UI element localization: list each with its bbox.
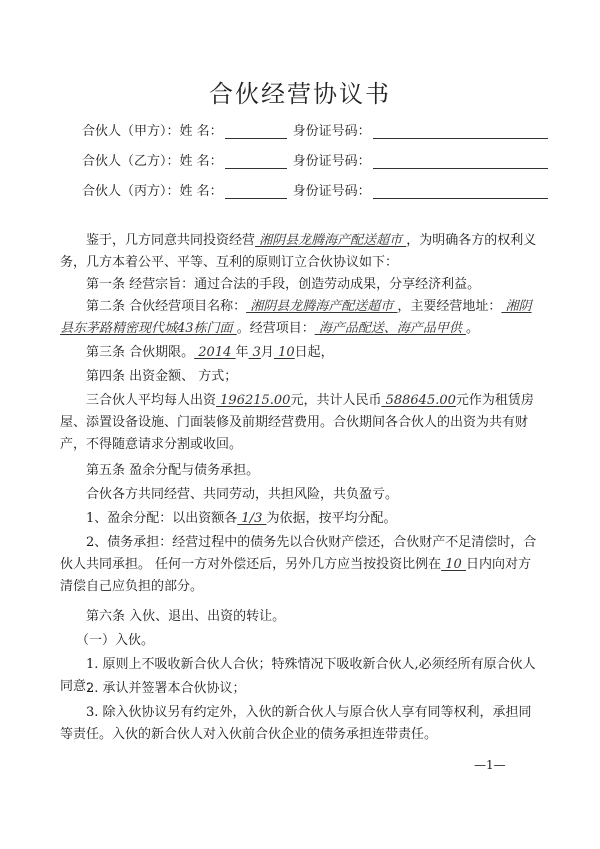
party-a-row xyxy=(82,120,548,140)
party-c-row xyxy=(82,180,548,200)
party-a-id-field[interactable] xyxy=(373,124,548,139)
party-c-id-field[interactable] xyxy=(373,184,548,199)
profit-share-text-2: 为依据，按平均分配。 xyxy=(266,511,397,526)
party-b-id-label: 身份证号码： xyxy=(292,154,371,169)
article-4-body xyxy=(60,390,540,456)
article-3 xyxy=(60,342,540,364)
article-2-text-2: ，主要经营地址： xyxy=(397,299,502,314)
business-name-fill: 湘阴县龙腾海产配送超市 xyxy=(255,233,407,248)
debt-text-1: 2、债务承担：经营过程中的债务先以合伙财产偿还，合伙财产不足清偿时，合伙人共同承担。 任何一方对外偿还后，另外几方应当按投资比例在 xyxy=(60,535,537,572)
total-amount-fill: 588645.00 xyxy=(381,393,456,408)
page-number: —1— xyxy=(474,758,506,772)
address-fill: 湘阴县东茅路精密现代城43栋门面 xyxy=(60,299,532,336)
party-a-label: 合伙人（甲方）：姓 名： xyxy=(82,124,223,139)
article-6-item-3: 3. 除入伙协议另有约定外，入伙的新合伙人与原合伙人享有同等权利，承担同等责任。入伙的新合伙人对入伙前合伙企业的债务承担连带责任。 xyxy=(60,705,532,742)
preamble-text-2: ，为明确各方的权利义务，几方本着公平、平等、互利的原则订立合伙协议如下： xyxy=(60,233,537,270)
article-4-text-1: 三合伙人平均每人出资 xyxy=(86,393,217,408)
party-b-label: 合伙人（乙方）：姓 名： xyxy=(82,154,223,169)
article-4-text-3: 元作为租赁房屋、添置设备设施、门面装修及前期经营费用。合伙期间各合伙人的出资为共有财产，不得随意请求分割或收回。 xyxy=(60,393,534,452)
party-a-id-label: 身份证号码： xyxy=(292,124,371,139)
party-c-id-label: 身份证号码： xyxy=(292,184,371,199)
article-2-text-3: 。经营项目： xyxy=(236,321,315,336)
profit-ratio-fill: 1/3 xyxy=(237,511,267,526)
party-b-id-field[interactable] xyxy=(373,154,548,169)
party-b-row xyxy=(82,150,548,170)
preamble-text-1: 鉴于，几方同意共同投资经营 xyxy=(86,233,256,248)
article-2-text-1: 第二条 合伙经营项目名称： xyxy=(86,299,247,314)
project-name-fill: 湘阴县龙腾海产配送超市 xyxy=(246,299,398,314)
article-5-intro: 合伙各方共同经营、共同劳动，共担风险，共负盈亏。 xyxy=(86,487,399,502)
article-5-item-2 xyxy=(60,532,540,598)
debt-text-2: 日内向对方清偿自己应负担的部分。 xyxy=(60,557,531,594)
article-5-heading: 第五条 盈余分配与债务承担。 xyxy=(86,463,260,478)
article-3-text: 第三条 合伙期限。 xyxy=(86,345,195,360)
day-unit: 日起， xyxy=(294,345,334,360)
article-6-item-2: 2. 承认并签署本合伙协议； xyxy=(86,681,246,696)
article-6-heading: 第六条 入伙、退出、出资的转让。 xyxy=(86,609,286,624)
article-6-item-1: 1. 原则上不吸收新合伙人合伙；特殊情况下吸收新合伙人,必须经所有原合伙人同意； xyxy=(60,657,536,694)
article-2-text-4: 。 xyxy=(465,321,479,336)
article-4-heading: 第四条 出资金额、 方式； xyxy=(86,369,238,384)
article-2 xyxy=(60,296,540,340)
repay-days-fill: 10 xyxy=(441,557,466,572)
party-b-name-field[interactable] xyxy=(225,154,287,169)
per-person-amount-fill: 196215.00 xyxy=(216,393,291,408)
business-items-fill: 海产品配送、海产品甲供 xyxy=(314,321,466,336)
article-4-text-2: 元，共计人民币 xyxy=(290,393,382,408)
start-day-fill: 10 xyxy=(273,345,295,360)
preamble xyxy=(60,230,540,274)
party-c-name-field[interactable] xyxy=(225,184,287,199)
article-1: 第一条 经营宗旨：通过合法的手段，创造劳动成果，分享经济利益。 xyxy=(86,277,481,292)
start-month-fill: 3 xyxy=(248,345,261,360)
document-title: 合伙经营协议书 xyxy=(209,80,391,108)
year-unit: 年 xyxy=(235,345,249,360)
article-6-sub-1: （一）入伙。 xyxy=(76,633,155,648)
article-5-item-1 xyxy=(60,508,540,530)
party-c-label: 合伙人（丙方）：姓 名： xyxy=(82,184,223,199)
party-a-name-field[interactable] xyxy=(225,124,287,139)
month-unit: 月 xyxy=(260,345,274,360)
start-year-fill: 2014 xyxy=(194,345,236,360)
profit-share-text-1: 1、盈余分配：以出资额各 xyxy=(86,511,238,526)
